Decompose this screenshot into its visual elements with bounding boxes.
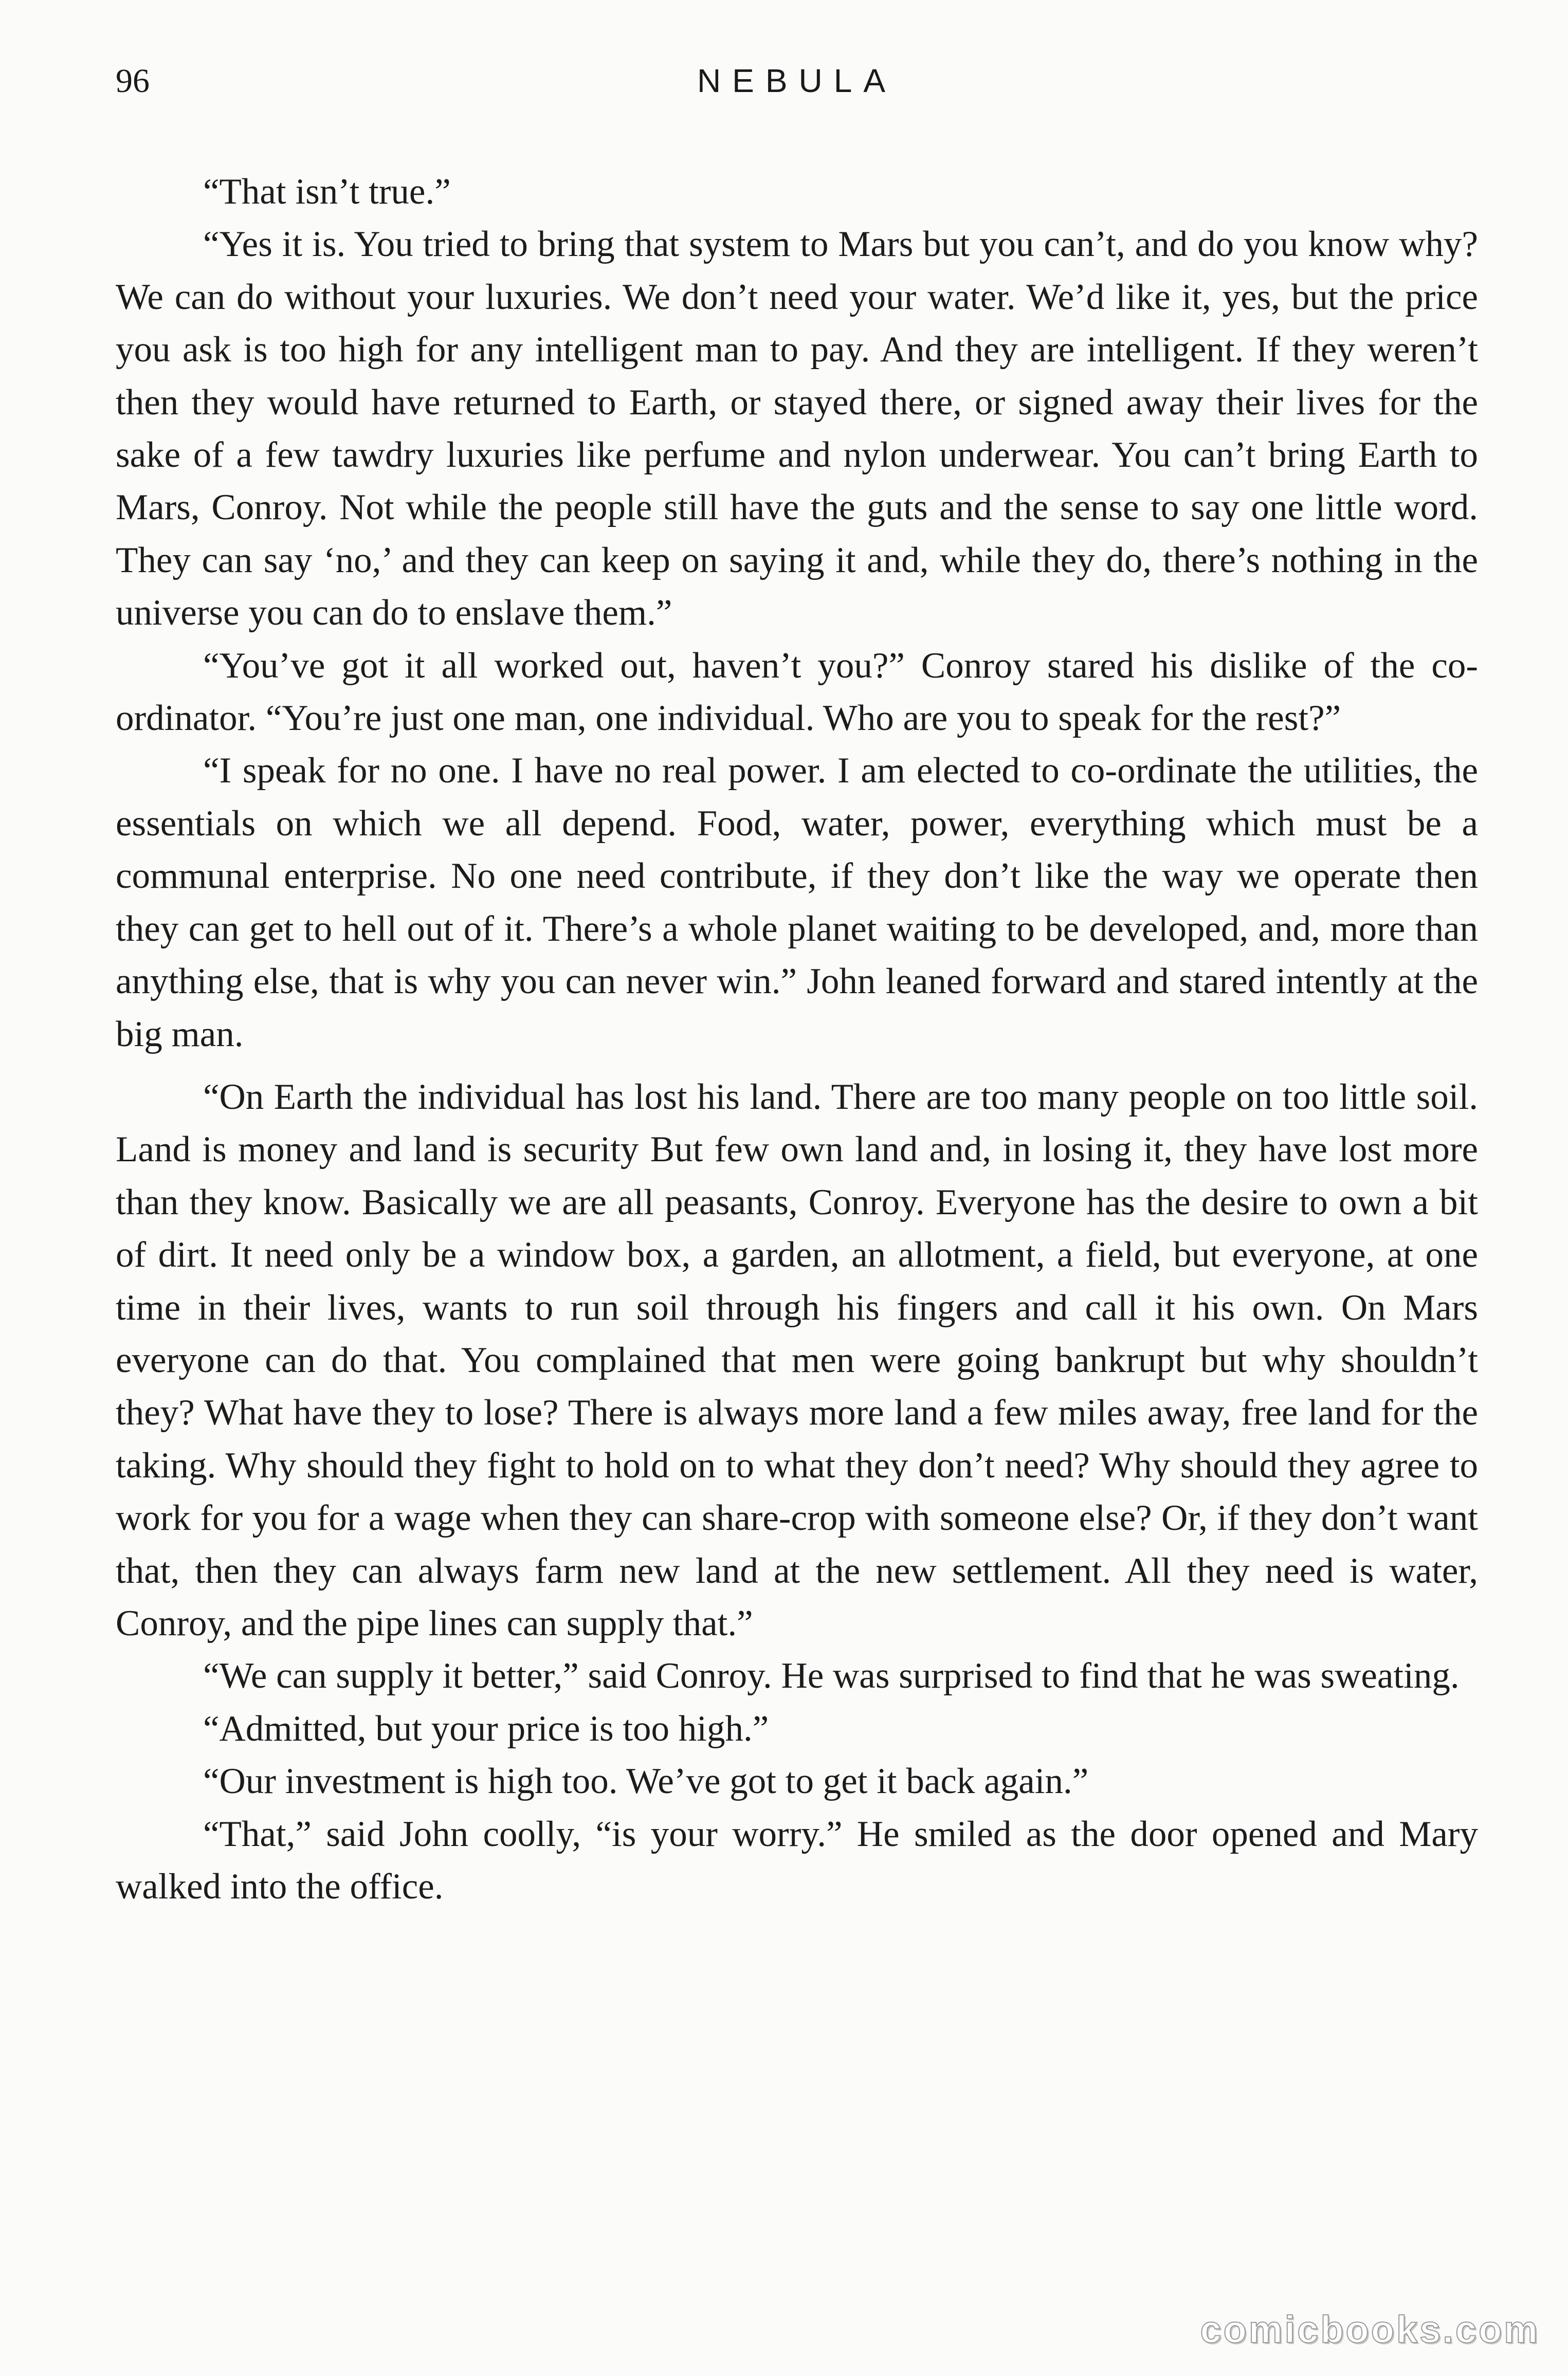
paragraph: “You’ve got it all worked out, haven’t you?” Conroy stared his dislike of the co-ordinator. “You’re just one man, one individual. Who are you to speak for the rest?” — [116, 645, 1478, 739]
running-head: NEBULA — [697, 62, 897, 99]
paragraph: “That,” said John coolly, “is your worry.” He smiled as the door opened and Mary walked into the office. — [116, 1814, 1478, 1907]
paragraph: “That isn’t true.” — [203, 172, 451, 212]
paragraph: “Yes it is. You tried to bring that system to Mars but you can’t, and do you know why? We can do without your luxuries. We don’t need your water. We’d like it, yes, but the price you ask is too high for any intelligent man to pay. And they are intelligent. If they weren’t then they would have returned to Earth, or stayed there, or signed away their lives for the sake of a few tawdry luxuries like perfume and nylon underwear. You can’t bring Earth to Mars, Conroy. Not while the people still have the guts and the sense to say one little word. They can say ‘no,’ and they can keep on saying it and, while they do, there’s nothing in the universe you can do to enslave them.” — [116, 224, 1478, 633]
paragraph: “I speak for no one. I have no real power. I am elected to co-ordinate the utilities, the essentials on which we all depend. Food, water, power, everything which must be a communal enterprise. No one need contribute, if they don’t like the way we operate then they can get to hell out of it. There’s a whole planet waiting to be developed, and, more than anything else, that is why you can never win.” John leaned forward and stared intently at the big man. — [116, 751, 1478, 1054]
paragraph: “On Earth the individual has lost his land. There are too many people on too little soil. Land is money and land is security But few own land and, in losing it, they have lost more than they know. Basically we are all peasants, Conroy. Everyone has the desire to own a bit of dirt. It need only be a window box, a garden, an allotment, a field, but everyone, at one time in their lives, wants to run soil through his fingers and call it his own. On Mars everyone can do that. You complained that men were going bankrupt but why shouldn’t they? What have they to lose? There is always more land a few miles away, free land for the taking. Why should they fight to hold on to what they don’t need? Why should they agree to work for you for a wage when they can share-crop with someone else? Or, if they don’t want that, then they can always farm new land at the new settlement. All they need is water, Conroy, and the pipe lines can supply that.” — [116, 1076, 1478, 1643]
page-number: 96 — [116, 62, 150, 100]
body-text — [116, 166, 1478, 1913]
paragraph: “Admitted, but your price is too high.” — [203, 1708, 769, 1749]
page-header — [116, 62, 1478, 113]
paragraph: “Our investment is high too. We’ve got to get it back again.” — [203, 1761, 1089, 1802]
paragraph: “We can supply it better,” said Conroy. He was surprised to find that he was sweating. — [203, 1656, 1460, 1696]
watermark: comicbooks.com — [1200, 2308, 1540, 2351]
